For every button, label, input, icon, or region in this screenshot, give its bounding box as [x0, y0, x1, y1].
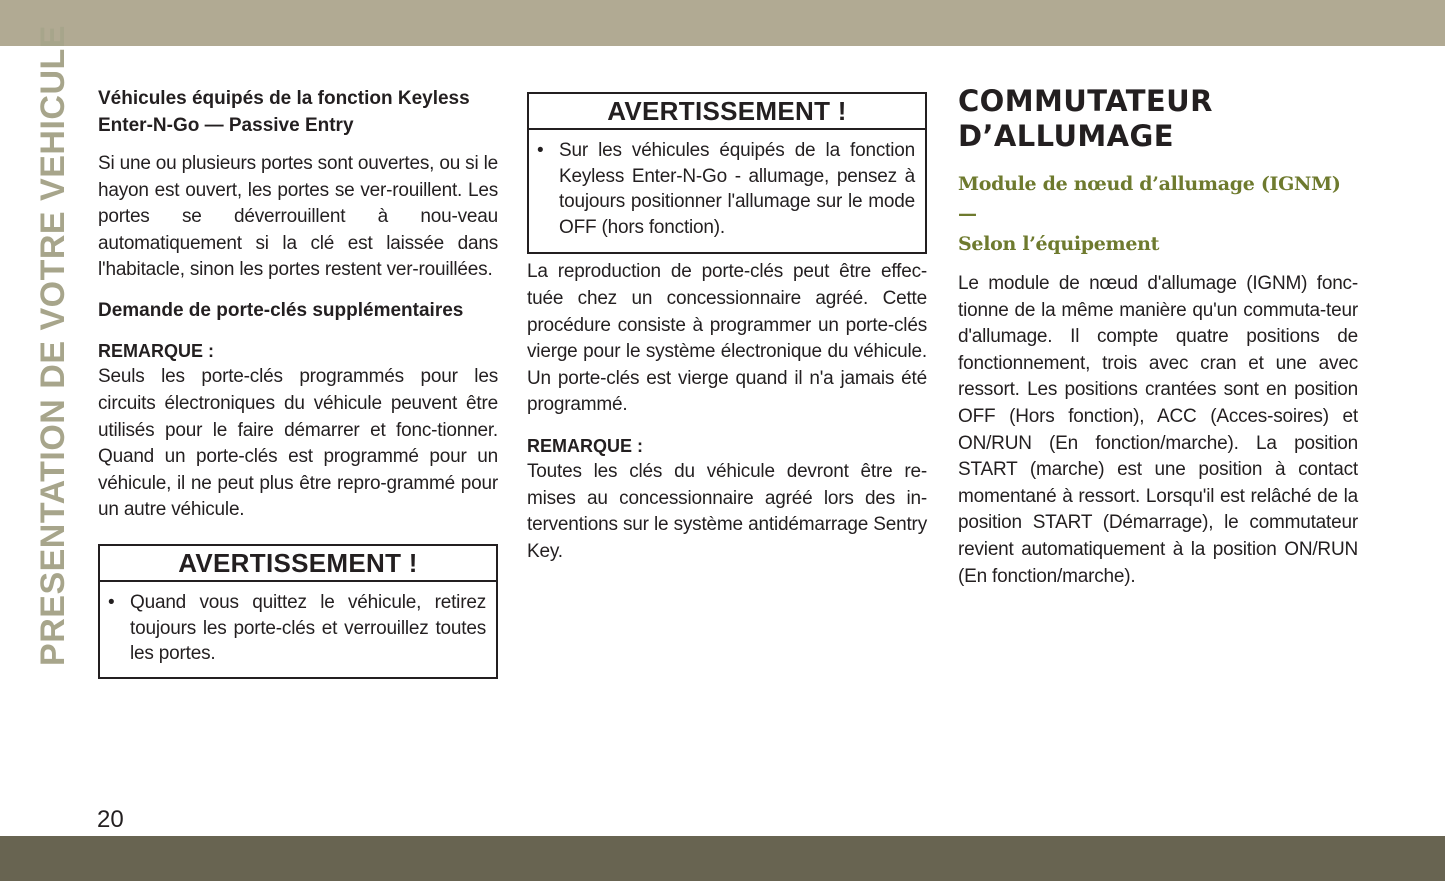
note-label: REMARQUE :: [527, 435, 643, 456]
note-text: Toutes les clés du véhicule devront être re-mises au concessionnaire agréé lors des in-terventions sur le système antidémarrage Sentry Key.: [527, 460, 927, 562]
warning-text: Sur les véhicules équipés de la fonction Keyless Enter-N-Go - allumage, pensez à toujours positionner l'allumage sur le mode OFF (hors fonction).: [559, 140, 915, 238]
section-side-title: [30, 24, 76, 666]
column-middle: [527, 92, 927, 565]
ignm-paragraph: Le module de nœud d'allumage (IGNM) fonc-tionne de la même manière qu'un commuta-teur d'allumage. Il compte quatre positions de fonctionnement, trois avec cran et une avec ressort. Les positions crantées sont en position OFF (Hors fonction), ACC (Acces-soires) et ON/RUN (En fonction/marche). La position START (marche) est une position à contact momentané à ressort. Lorsqu'il est relâché de la position START (Démarrage), le commutateur revient automatiquement à la position ON/RUN (En fonction/marche).: [958, 273, 1358, 587]
section-title-line2: D’ALLUMAGE: [958, 119, 1174, 153]
bottom-color-band: [0, 836, 1445, 881]
warning-title: AVERTISSEMENT !: [100, 546, 496, 582]
top-color-band: [0, 0, 1445, 46]
ignm-subheading-line2: Selon l’équipement: [958, 233, 1160, 255]
warning-box-left: [98, 544, 498, 679]
section-title-line1: COMMUTATEUR: [958, 84, 1213, 118]
warning-title: AVERTISSEMENT !: [529, 94, 925, 130]
note-label: REMARQUE :: [98, 341, 214, 362]
key-duplication-paragraph: La reproduction de porte-clés peut être effec-tuée chez un concessionnaire agréé. Cette procédure consiste à programmer un porte-clés vierge pour le système électronique du véhicule. Un porte-clés est vierge quand il n'a jamais été programmé.: [527, 261, 927, 416]
warning-box-middle: [527, 92, 927, 254]
passive-entry-paragraph: Si une ou plusieurs portes sont ouvertes, ou si le hayon est ouvert, les portes se ver-rouillent. Les portes se déverrouillent à nou-veau automatiquement si la clé est laissée dans l'habitacle, sinon les portes restent ver-rouillées.: [98, 153, 498, 281]
section-title: [958, 84, 1358, 154]
bullet-icon: •: [108, 592, 115, 614]
side-title-text: PRESENTATION DE VOTRE VEHICULE: [33, 24, 72, 666]
column-right: [958, 84, 1358, 590]
extra-keyfob-heading: Demande de porte-clés supplémentaires: [98, 299, 464, 321]
warning-body: [529, 130, 925, 252]
column-left: [98, 86, 498, 679]
warning-body: [100, 582, 496, 677]
ignm-subheading-line1: Module de nœud d’allumage (IGNM) —: [958, 173, 1341, 225]
keyless-heading: Véhicules équipés de la fonction Keyless Enter-N-Go — Passive Entry: [98, 88, 470, 136]
ignm-subheading: [958, 169, 1358, 259]
bullet-icon: •: [537, 140, 544, 161]
note-text: Seuls les porte-clés programmés pour les circuits électroniques du véhicule peuvent être utilisés pour le faire démarrer et fonc-tionner. Quand un porte-clés est programmé pour un véhicule, il ne peut plus être repro-grammé pour un autre véhicule.: [98, 366, 498, 521]
warning-text: Quand vous quittez le véhicule, retirez toujours les porte-clés et verrouillez toutes les portes.: [130, 592, 486, 665]
page-number: 20: [97, 806, 124, 833]
